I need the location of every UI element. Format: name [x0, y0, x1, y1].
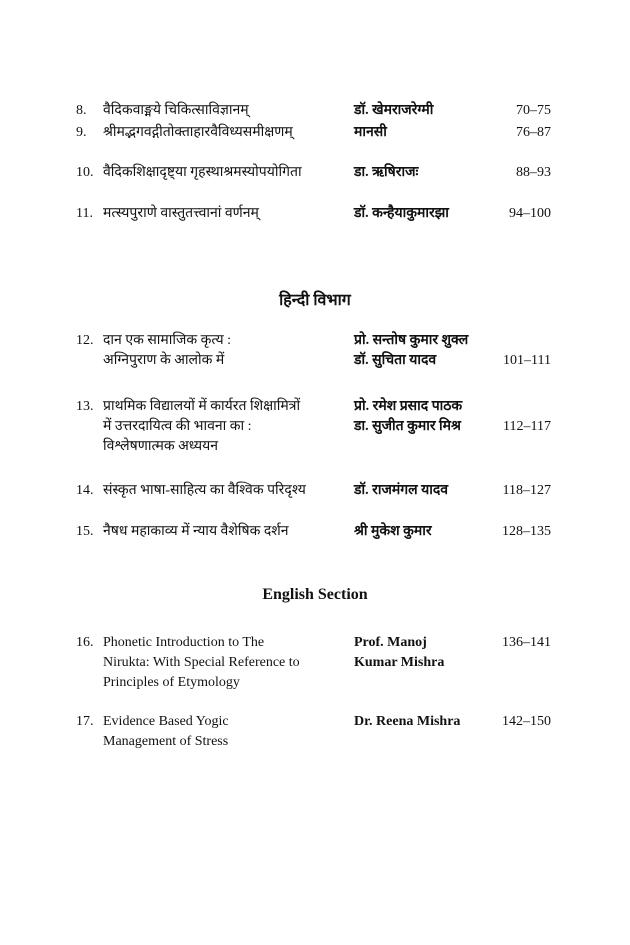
- entry-pages: 88–93: [516, 165, 551, 180]
- entry-author: डॉ. खेमराजरेग्मी: [354, 103, 434, 118]
- entry-author: डॉ. राजमंगल यादव: [354, 483, 449, 498]
- entry-number: 14.: [76, 483, 94, 498]
- entry-author: डा. ऋषिराजः: [354, 165, 419, 180]
- entry-pages: 94–100: [509, 206, 551, 221]
- entry-pages: 70–75: [516, 103, 551, 118]
- entry-number: 15.: [76, 524, 94, 539]
- entry-pages: 128–135: [502, 524, 551, 539]
- entry-title: Phonetic Introduction to The Nirukta: With Special Reference to Principles of Etymology: [103, 635, 300, 690]
- entry-number: 9.: [76, 125, 87, 140]
- entry-number: 8.: [76, 103, 87, 118]
- entry-author: Prof. Manoj Kumar Mishra: [354, 635, 445, 670]
- entry-number: 13.: [76, 399, 94, 414]
- entry-pages: 101–111: [503, 353, 551, 368]
- entry-author: प्रो. रमेश प्रसाद पाठक डा. सुजीत कुमार मिश्र: [354, 399, 463, 434]
- entry-author: श्री मुकेश कुमार: [354, 524, 432, 539]
- entry-number: 10.: [76, 165, 94, 180]
- entry-title: श्रीमद्भगवद्गीतोक्ताहारवैविध्यसमीक्षणम्: [103, 125, 293, 140]
- entry-author: डॉ. कन्हैयाकुमारझा: [354, 206, 449, 221]
- entry-author: मानसी: [354, 125, 387, 140]
- entry-title: वैदिकशिक्षादृष्ट्या गृहस्थाश्रमस्योपयोगिता: [103, 165, 302, 180]
- entry-pages: 76–87: [516, 125, 551, 140]
- entry-title: नैषध महाकाव्य में न्याय वैशेषिक दर्शन: [103, 524, 289, 539]
- hindi-section-heading: हिन्दी विभाग: [279, 292, 351, 309]
- entry-pages: 112–117: [503, 419, 551, 434]
- entry-author: प्रो. सन्तोष कुमार शुक्ल डॉ. सुचिता यादव: [354, 333, 469, 368]
- english-section-heading: English Section: [262, 586, 368, 603]
- entry-author: Dr. Reena Mishra: [354, 714, 461, 729]
- entry-title: दान एक सामाजिक कृत्य : अग्निपुराण के आलोक में: [103, 333, 231, 368]
- entry-title: संस्कृत भाषा-साहित्य का वैश्विक परिदृश्य: [103, 483, 306, 498]
- entry-title: वैदिकवाङ्मये चिकित्साविज्ञानम्: [103, 103, 249, 118]
- entry-number: 11.: [76, 206, 93, 221]
- entry-number: 16.: [76, 635, 94, 650]
- entry-pages: 118–127: [502, 483, 551, 498]
- entry-title: Evidence Based Yogic Management of Stress: [103, 714, 229, 749]
- entry-number: 12.: [76, 333, 94, 348]
- entry-pages: 136–141: [502, 635, 551, 650]
- entry-title: मत्स्यपुराणे वास्तुतत्त्वानां वर्णनम्: [103, 206, 259, 221]
- entry-number: 17.: [76, 714, 94, 729]
- entry-pages: 142–150: [502, 714, 551, 729]
- entry-title: प्राथमिक विद्यालयों में कार्यरत शिक्षामित्रों में उत्तरदायित्व की भावना का : विश्लेषणात्मक अध्ययन: [103, 399, 301, 454]
